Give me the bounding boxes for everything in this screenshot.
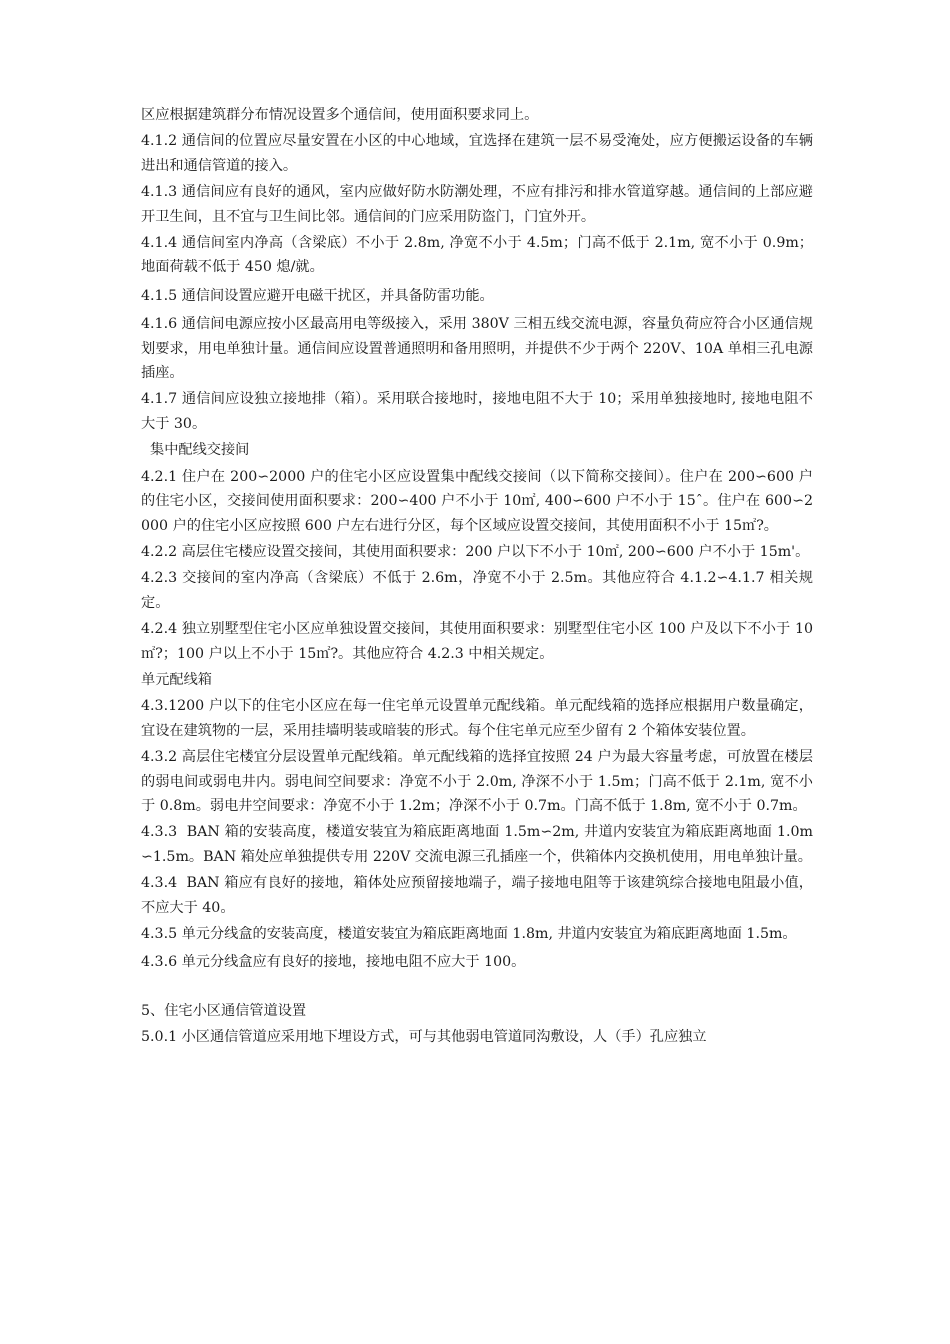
paragraph-4-1-6: 4.1.6 通信间电源应按小区最高用电等级接入，采用 380V 三相五线交流电源，容量负荷应符合小区通信规划要求，用电单独计量。通信间应设置普通照明和备用照明，并提供不少于两个 220V、10A 单相三孔电源插座。 <box>141 316 813 382</box>
paragraph-4-3-3: 4.3.3 BAN 箱的安装高度，楼道安装宜为箱底距离地面 1.5m∽2m, 井道内安装宜为箱底距离地面 1.0m∽1.5m。BAN 箱处应单独提供专用 220V 交流电源三孔插座一个，供箱体内交换机使用，用电单独计量。 <box>141 824 813 865</box>
paragraph-4-3-4: 4.3.4 BAN 箱应有良好的接地，箱体处应预留接地端子，端子接地电阻等于该建筑综合接地电阻最小值，不应大于 40。 <box>141 875 813 916</box>
section-heading-5: 5、住宅小区通信管道设置 <box>141 1002 307 1019</box>
paragraph-4-3-2: 4.3.2 高层住宅楼宜分层设置单元配线箱。单元配线箱的选择宜按照 24 户为最大容量考虑，可放置在楼层的弱电间或弱电井内。弱电间空间要求：净宽不小于 2.0m, 净深不小于 1.5m；门高不低于 2.1m, 宽不小于 0.8m。弱电井空间要求：净宽不小于 1.2m；净深不小于 0.7m。门高不低于 1.8m, 宽不小于 0.7m。 <box>141 749 813 814</box>
paragraph-4-3-6: 4.3.6 单元分线盒应有良好的接地，接地电阻不应大于 100。 <box>141 954 526 971</box>
paragraph-4-1-5: 4.1.5 通信间设置应避开电磁干扰区，并具备防雷功能。 <box>141 287 494 304</box>
paragraph-4-2-2: 4.2.2 高层住宅楼应设置交接间，其使用面积要求：200 户以下不小于 10㎡, 200∽600 户不小于 15m'。 <box>141 543 810 560</box>
section-heading-exchange-room: 集中配线交接间 <box>141 442 250 459</box>
paragraph-5-0-1: 5.0.1 小区通信管道应采用地下埋设方式，可与其他弱电管道同沟敷设，人（手）孔应独立 <box>141 1029 707 1046</box>
paragraph-4-1-2: 4.1.2 通信间的位置应尽量安置在小区的中心地域，宜选择在建筑一层不易受淹处，应方便搬运设备的车辆进出和通信管道的接入。 <box>141 133 813 174</box>
paragraph-4-2-3: 4.2.3 交接间的室内净高（含梁底）不低于 2.6m，净宽不小于 2.5m。其他应符合 4.1.2∽4.1.7 相关规定。 <box>141 570 813 611</box>
paragraph-4-2-1: 4.2.1 住户在 200∽2000 户的住宅小区应设置集中配线交接间（以下简称交接间）。住户在 200∽600 户的住宅小区，交接间使用面积要求：200∽400 户不小于 10㎡, 400∽600 户不小于 15ˆ。住户在 600∽2000 户的住宅小区应按照 600 户左右进行分区，每个区域应设置交接间，其使用面积不小于 15㎡?。 <box>141 468 813 534</box>
paragraph-4-3-5: 4.3.5 单元分线盒的安装高度，楼道安装宜为箱底距离地面 1.8m, 井道内安装宜为箱底距离地面 1.5m。 <box>141 926 797 942</box>
paragraph-4-3-1: 4.3.1200 户以下的住宅小区应在每一住宅单元设置单元配线箱。单元配线箱的选择应根据用户数量确定，宜设在建筑物的一层，采用挂墙明装或暗装的形式。每个住宅单元应至少留有 2 个箱体安装位置。 <box>141 698 813 739</box>
document-page <box>141 103 813 1052</box>
paragraph-4-1-4: 4.1.4 通信间室内净高（含梁底）不小于 2.8m, 净宽不小于 4.5m；门高不低于 2.1m, 宽不小于 0.9m；地面荷载不低于 450 熄/就。 <box>141 235 813 276</box>
paragraph-4-2-4: 4.2.4 独立别墅型住宅小区应单独设置交接间，其使用面积要求：别墅型住宅小区 100 户及以下不小于 10㎡?；100 户以上不小于 15㎡?。其他应符合 4.2.3 中相关规定。 <box>141 621 813 662</box>
section-heading-unit-box: 单元配线箱 <box>141 671 212 688</box>
paragraph-area-note: 区应根据建筑群分布情况设置多个通信间，使用面积要求同上。 <box>141 107 539 123</box>
paragraph-4-1-7: 4.1.7 通信间应设独立接地排（箱）。采用联合接地时，接地电阻不大于 10；采用单独接地时, 接地电阻不大于 30。 <box>141 391 813 432</box>
paragraph-4-1-3: 4.1.3 通信间应有良好的通风，室内应做好防水防潮处理，不应有排污和排水管道穿越。通信间的上部应避开卫生间，且不宜与卫生间比邻。通信间的门应采用防盗门，门宜外开。 <box>141 184 813 225</box>
